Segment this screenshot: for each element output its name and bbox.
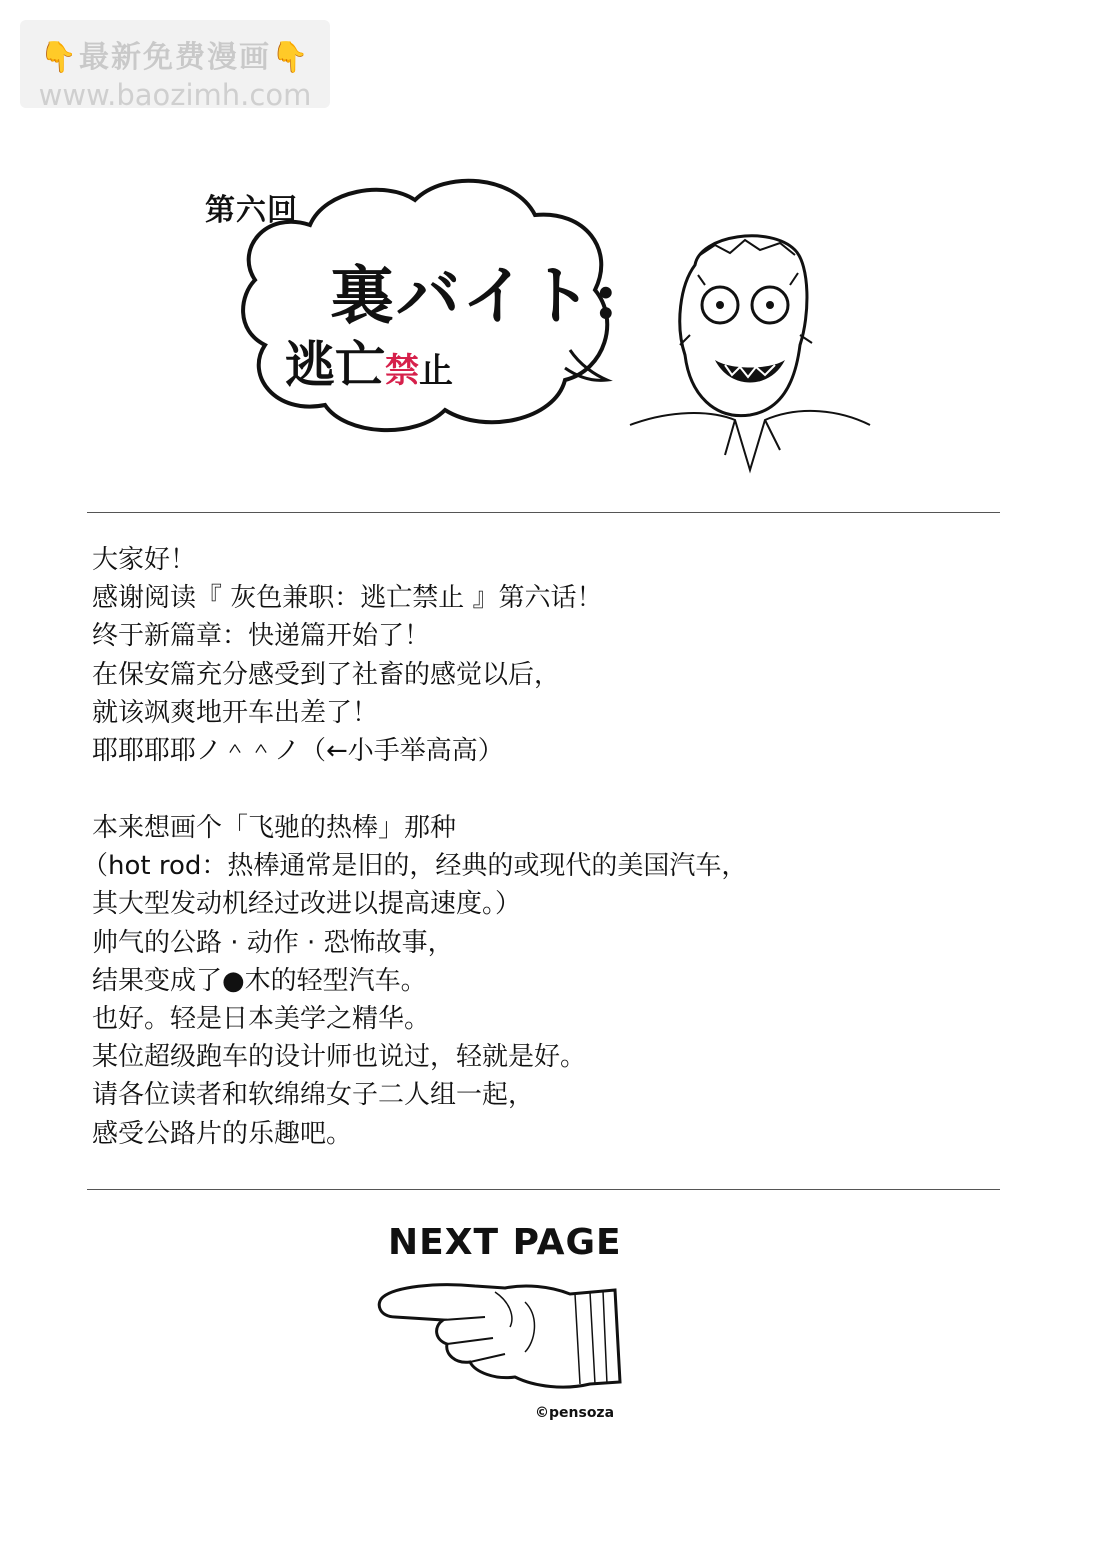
series-title: 裏バイト: — [330, 259, 620, 334]
series-subtitle — [285, 325, 453, 397]
text-line: 也好。轻是日本美学之精华。 — [92, 1003, 431, 1034]
divider-top — [87, 512, 1000, 513]
text-line: 就该飒爽地开车出差了！ — [92, 697, 379, 728]
pointing-down-icon: 👇 — [271, 40, 311, 75]
subtitle-part: 逃亡 — [285, 335, 385, 394]
text-line: 本来想画个「飞驰的热棒」那种 — [92, 813, 457, 843]
watermark-badge — [20, 20, 330, 112]
text-line: 耶耶耶耶ノ＾＾ノ（←小手举高高） — [92, 735, 504, 766]
text-line: 帅气的公路 · 动作 · 恐怖故事， — [92, 927, 454, 958]
watermark-title-text: 最新免费漫画 — [79, 40, 271, 75]
text-line: 某位超级跑车的设计师也说过，轻就是好。 — [92, 1042, 587, 1073]
subtitle-stop: 止 — [419, 351, 453, 391]
text-line: 感谢阅读『 灰色兼职：逃亡禁止 』第六话！ — [92, 583, 603, 614]
divider-bottom — [87, 1189, 1000, 1190]
watermark-url: www.baozimh.com — [38, 78, 312, 112]
episode-number: 第六回 — [205, 193, 298, 228]
subtitle-forbid: 禁 — [385, 351, 419, 391]
message-paragraph-1 — [92, 541, 603, 770]
text-line: 终于新篇章：快递篇开始了！ — [92, 621, 431, 652]
message-paragraph-2 — [82, 809, 748, 1153]
text-line: 感受公路片的乐趣吧。 — [92, 1118, 353, 1149]
text-line: （hot rod：热棒通常是旧的，经典的或现代的美国汽车， — [82, 851, 748, 882]
copyright-credit: ©pensoza — [535, 1405, 615, 1421]
text-line: 其大型发动机经过改进以提高速度。） — [92, 889, 522, 920]
text-line: 结果变成了●木的轻型汽车。 — [92, 965, 427, 996]
next-page-label[interactable]: NEXT PAGE — [388, 1222, 622, 1263]
text-line: 在保安篇充分感受到了社畜的感觉以后， — [92, 659, 561, 690]
text-line: 请各位读者和软绵绵女子二人组一起， — [92, 1080, 535, 1111]
pointing-hand-icon[interactable] — [375, 1272, 625, 1397]
zombie-face-illustration — [620, 225, 880, 475]
text-line: 大家好！ — [92, 545, 197, 575]
watermark-title — [20, 32, 330, 76]
pointing-down-icon: 👇 — [39, 40, 79, 75]
